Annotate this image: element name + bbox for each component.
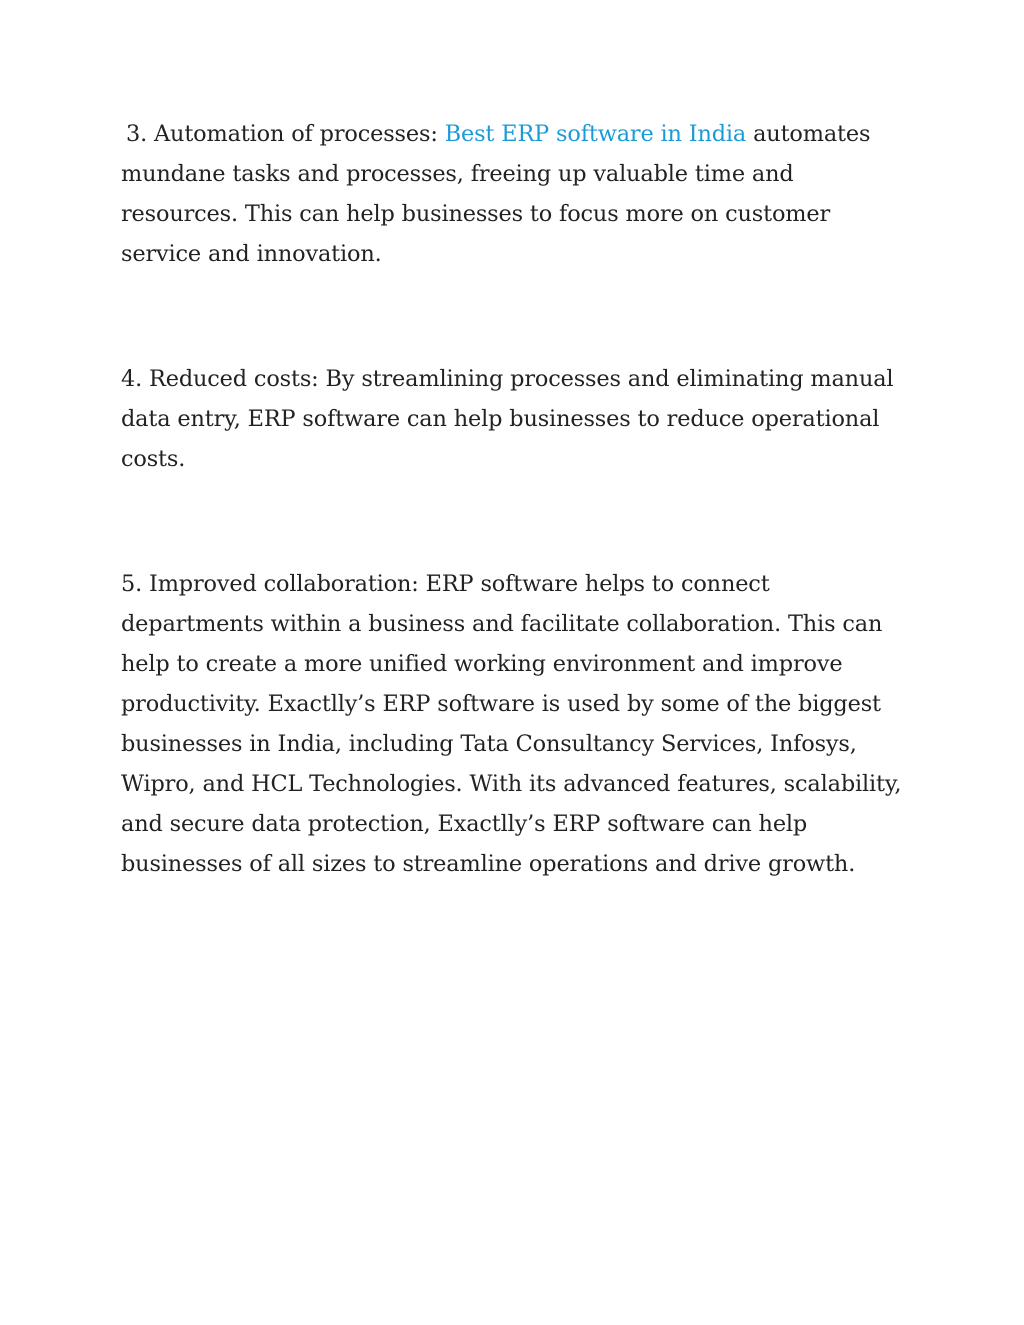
paragraph-automation: [121, 114, 911, 274]
paragraph-collaboration: 5. Improved collaboration: ERP software helps to connect departments within a business and facilitate collaboration. This can help to create a more unified working environment and improve productivity. Exactlly’s ERP software is used by some of the biggest businesses in India, including Tata Consultancy Services, Infosys, Wipro, and HCL Technologies. With its advanced features, scalability, and secure data protection, Exactlly’s ERP software can help businesses of all sizes to streamline operations and drive growth.: [121, 571, 902, 877]
paragraph-automation-prefix: 3. Automation of processes:: [126, 121, 445, 147]
paragraph-automation-suffix: automates mundane tasks and processes, freeing up valuable time and resources. This can help businesses to focus more on customer service and innovation.: [121, 121, 871, 267]
paragraph-reduced-costs: 4. Reduced costs: By streamlining processes and eliminating manual data entry, ERP software can help businesses to reduce operational costs.: [121, 366, 894, 472]
document-body: [121, 114, 911, 884]
erp-software-link[interactable]: Best ERP software in India: [444, 121, 747, 147]
